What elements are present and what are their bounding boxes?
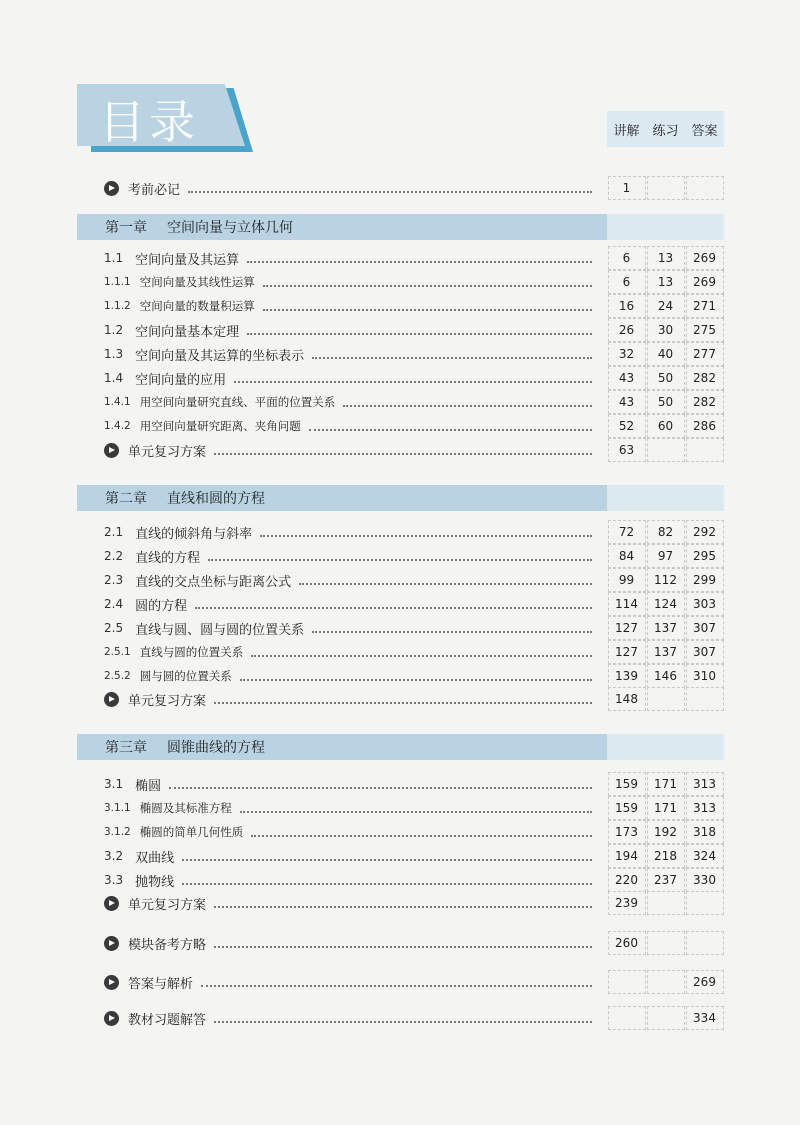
section-title: 抛物线 [135, 874, 175, 890]
page-lecture: 32 [608, 342, 646, 366]
page-practice: 137 [647, 616, 685, 640]
section-title: 直线与圆、圆与圆的位置关系 [135, 622, 305, 638]
leader-dots [260, 534, 592, 537]
page-number-cells [607, 616, 724, 640]
chapter-header-tail [607, 734, 724, 760]
toc-entry-subsection[interactable] [104, 414, 724, 438]
page-lecture: 220 [608, 868, 646, 892]
chapter-number: 第一章 [105, 220, 147, 236]
page-practice [647, 176, 685, 200]
page-number-cells [607, 246, 724, 270]
page-practice [647, 931, 685, 955]
toc-entry-bullet[interactable] [104, 931, 724, 955]
page-practice [647, 970, 685, 994]
toc-entry-section[interactable] [104, 520, 724, 544]
section-number: 2.2 [104, 549, 124, 563]
toc-entry-subsection[interactable] [104, 270, 724, 294]
leader-dots [188, 190, 592, 193]
leader-dots [240, 678, 592, 681]
toc-entry-subsection[interactable] [104, 640, 724, 664]
page-practice: 13 [647, 270, 685, 294]
page-practice: 171 [647, 796, 685, 820]
section-title: 单元复习方案 [128, 693, 207, 709]
column-header-lecture: 讲解 [613, 123, 640, 139]
toc-entry-label [104, 844, 600, 868]
page-number-cells [607, 687, 724, 711]
page-answer: 318 [686, 820, 724, 844]
page-lecture [608, 1006, 646, 1030]
page-answer: 299 [686, 568, 724, 592]
toc-entry-bullet[interactable] [104, 891, 724, 915]
page-answer: 292 [686, 520, 724, 544]
page-answer: 269 [686, 246, 724, 270]
page-lecture: 63 [608, 438, 646, 462]
page-practice: 218 [647, 844, 685, 868]
toc-entry-label [104, 318, 600, 342]
section-number: 3.1 [104, 777, 124, 791]
play-arrow-icon [104, 1011, 119, 1026]
chapter-title: 空间向量与立体几何 [167, 220, 293, 236]
page-lecture: 99 [608, 568, 646, 592]
page-lecture: 148 [608, 687, 646, 711]
toc-entry-label [104, 568, 600, 592]
toc-entry-bullet[interactable] [104, 176, 724, 200]
page-number-cells [607, 438, 724, 462]
play-arrow-icon [104, 181, 119, 196]
toc-entry-section[interactable] [104, 342, 724, 366]
page-answer [686, 891, 724, 915]
title-banner [77, 84, 257, 152]
toc-entry-label [104, 1006, 600, 1030]
page-practice [647, 1006, 685, 1030]
page-lecture: 194 [608, 844, 646, 868]
leader-dots [214, 701, 592, 704]
page-practice: 237 [647, 868, 685, 892]
toc-entry-label [104, 616, 600, 640]
leader-dots [182, 858, 592, 861]
page-lecture: 139 [608, 664, 646, 688]
leader-dots [182, 882, 592, 885]
section-title: 双曲线 [135, 850, 175, 866]
leader-dots [214, 945, 592, 948]
play-arrow-icon [104, 692, 119, 707]
page-answer: 275 [686, 318, 724, 342]
toc-entry-label [104, 366, 600, 390]
toc-entry-subsection[interactable] [104, 796, 724, 820]
leader-dots [343, 404, 592, 407]
page-practice: 50 [647, 390, 685, 414]
page-number-cells [607, 294, 724, 318]
toc-entry-label [104, 796, 600, 820]
section-number: 3.1.1 [104, 802, 131, 814]
section-title: 圆与圆的位置关系 [139, 669, 232, 683]
page-number-cells [607, 820, 724, 844]
toc-entry-subsection[interactable] [104, 664, 724, 688]
leader-dots [195, 606, 592, 609]
leader-dots [214, 1020, 592, 1023]
section-number: 2.5.1 [104, 646, 131, 658]
page-number-cells [607, 796, 724, 820]
toc-entry-label [104, 342, 600, 366]
chapter-header [77, 214, 724, 240]
section-title: 直线的倾斜角与斜率 [135, 526, 253, 542]
section-title: 答案与解析 [128, 976, 194, 992]
leader-dots [251, 654, 592, 657]
toc-entry-label [104, 868, 600, 892]
page-answer: 269 [686, 970, 724, 994]
page-practice: 192 [647, 820, 685, 844]
page-practice: 30 [647, 318, 685, 342]
toc-entry-label [104, 664, 600, 688]
toc-entry-label [104, 176, 600, 200]
toc-entry-label [104, 931, 600, 955]
section-title: 空间向量基本定理 [135, 324, 240, 340]
page-number-cells [607, 844, 724, 868]
page-answer [686, 687, 724, 711]
page-answer: 310 [686, 664, 724, 688]
play-arrow-icon [104, 443, 119, 458]
page-answer: 303 [686, 592, 724, 616]
toc-entry-label [104, 820, 600, 844]
page-answer: 277 [686, 342, 724, 366]
page-answer: 295 [686, 544, 724, 568]
page-lecture: 239 [608, 891, 646, 915]
section-title: 直线与圆的位置关系 [139, 645, 244, 659]
page-lecture: 43 [608, 390, 646, 414]
leader-dots [234, 380, 592, 383]
toc-entry-label [104, 520, 600, 544]
page-practice: 13 [647, 246, 685, 270]
section-number: 2.4 [104, 597, 124, 611]
page-number-cells [607, 414, 724, 438]
page-answer: 286 [686, 414, 724, 438]
toc-entry-label [104, 270, 600, 294]
chapter-header-tail [607, 214, 724, 240]
section-number: 1.1 [104, 251, 124, 265]
page-practice: 137 [647, 640, 685, 664]
toc-entry-subsection[interactable] [104, 390, 724, 414]
chapter-label [77, 737, 265, 757]
toc-entry-section[interactable] [104, 868, 724, 892]
leader-dots [247, 332, 592, 335]
page-number-cells [607, 868, 724, 892]
section-title: 直线的方程 [135, 550, 201, 566]
page-number-cells [607, 270, 724, 294]
section-number: 2.1 [104, 525, 124, 539]
section-number: 1.4.1 [104, 396, 131, 408]
page-practice: 60 [647, 414, 685, 438]
page-lecture: 43 [608, 366, 646, 390]
page-number-cells [607, 568, 724, 592]
section-title: 单元复习方案 [128, 444, 207, 460]
page-answer: 307 [686, 616, 724, 640]
page-lecture: 6 [608, 246, 646, 270]
section-number: 1.2 [104, 323, 124, 337]
page-number-cells [607, 664, 724, 688]
section-title: 空间向量及其线性运算 [139, 275, 255, 289]
toc-entry-label [104, 544, 600, 568]
section-number: 1.1.2 [104, 300, 131, 312]
toc-entry-label [104, 438, 600, 462]
page-answer: 307 [686, 640, 724, 664]
page-lecture: 72 [608, 520, 646, 544]
page-number-cells [607, 592, 724, 616]
toc-entry-section[interactable] [104, 844, 724, 868]
chapter-number: 第三章 [105, 740, 147, 756]
page-number-cells [607, 931, 724, 955]
page-number-cells [607, 544, 724, 568]
leader-dots [208, 558, 592, 561]
toc-entry-label [104, 640, 600, 664]
play-arrow-icon [104, 936, 119, 951]
play-arrow-icon [104, 975, 119, 990]
section-title: 空间向量的数量积运算 [139, 299, 255, 313]
leader-dots [247, 260, 592, 263]
toc-entry-section[interactable] [104, 544, 724, 568]
chapter-number: 第二章 [105, 491, 147, 507]
section-number: 1.4 [104, 371, 124, 385]
toc-entry-bullet[interactable] [104, 438, 724, 462]
chapter-title: 直线和圆的方程 [167, 491, 265, 507]
section-title: 椭圆的简单几何性质 [139, 825, 244, 839]
page-practice: 112 [647, 568, 685, 592]
leader-dots [240, 810, 592, 813]
column-header-answer: 答案 [691, 123, 718, 139]
page-practice: 24 [647, 294, 685, 318]
chapter-title: 圆锥曲线的方程 [167, 740, 265, 756]
chapter-header-tail [607, 485, 724, 511]
page-answer: 313 [686, 796, 724, 820]
chapter-header [77, 734, 724, 760]
page-answer: 330 [686, 868, 724, 892]
page-lecture: 84 [608, 544, 646, 568]
toc-entry-bullet[interactable] [104, 687, 724, 711]
page-practice [647, 891, 685, 915]
section-number: 1.4.2 [104, 420, 131, 432]
section-number: 2.5.2 [104, 670, 131, 682]
chapter-header [77, 485, 724, 511]
section-number: 3.1.2 [104, 826, 131, 838]
page-practice: 171 [647, 772, 685, 796]
page-answer: 282 [686, 366, 724, 390]
page-lecture: 52 [608, 414, 646, 438]
toc-entry-label [104, 246, 600, 270]
page-lecture: 159 [608, 772, 646, 796]
page-answer: 313 [686, 772, 724, 796]
toc-entry-label [104, 891, 600, 915]
page-number-cells [607, 891, 724, 915]
leader-dots [214, 905, 592, 908]
section-title: 空间向量的应用 [135, 372, 227, 388]
toc-entry-section[interactable] [104, 246, 724, 270]
section-number: 3.3 [104, 873, 124, 887]
page-lecture: 6 [608, 270, 646, 294]
page-number-cells [607, 772, 724, 796]
section-title: 用空间向量研究距离、夹角问题 [139, 419, 301, 433]
leader-dots [201, 984, 592, 987]
page-lecture: 1 [608, 176, 646, 200]
page-number-cells [607, 1006, 724, 1030]
section-number: 1.1.1 [104, 276, 131, 288]
page-practice: 40 [647, 342, 685, 366]
section-title: 模块备考方略 [128, 937, 207, 953]
page-number-cells [607, 342, 724, 366]
page-lecture: 173 [608, 820, 646, 844]
toc-entry-label [104, 294, 600, 318]
toc-entry-bullet[interactable] [104, 1006, 724, 1030]
section-title: 空间向量及其运算的坐标表示 [135, 348, 305, 364]
page-practice [647, 687, 685, 711]
toc-entry-section[interactable] [104, 772, 724, 796]
section-number: 2.5 [104, 621, 124, 635]
column-header [607, 111, 724, 147]
toc-entry-label [104, 592, 600, 616]
section-title: 空间向量及其运算 [135, 252, 240, 268]
toc-entry-section[interactable] [104, 318, 724, 342]
page-lecture: 127 [608, 640, 646, 664]
page-number-cells [607, 520, 724, 544]
chapter-label [77, 217, 293, 237]
section-title: 椭圆及其标准方程 [139, 801, 232, 815]
page-title: 目录 [99, 95, 199, 149]
page-practice: 124 [647, 592, 685, 616]
page-lecture: 16 [608, 294, 646, 318]
toc-entry-label [104, 687, 600, 711]
toc-entry-section[interactable] [104, 568, 724, 592]
section-title: 直线的交点坐标与距离公式 [135, 574, 292, 590]
page-lecture: 260 [608, 931, 646, 955]
toc-entry-label [104, 772, 600, 796]
page-answer: 271 [686, 294, 724, 318]
page-lecture: 114 [608, 592, 646, 616]
toc-entry-section[interactable] [104, 366, 724, 390]
toc-entry-section[interactable] [104, 616, 724, 640]
toc-entry-section[interactable] [104, 592, 724, 616]
leader-dots [263, 284, 592, 287]
section-number: 1.3 [104, 347, 124, 361]
page-practice: 146 [647, 664, 685, 688]
section-title: 用空间向量研究直线、平面的位置关系 [139, 395, 336, 409]
leader-dots [309, 428, 592, 431]
page-number-cells [607, 390, 724, 414]
toc-entry-subsection[interactable] [104, 294, 724, 318]
page-lecture: 26 [608, 318, 646, 342]
page-answer [686, 931, 724, 955]
page-answer [686, 438, 724, 462]
chapter-label [77, 488, 265, 508]
toc-entry-label [104, 970, 600, 994]
section-title: 考前必记 [128, 182, 181, 198]
leader-dots [312, 630, 592, 633]
section-number: 3.2 [104, 849, 124, 863]
toc-entry-bullet[interactable] [104, 970, 724, 994]
page-number-cells [607, 640, 724, 664]
toc-entry-subsection[interactable] [104, 820, 724, 844]
page-lecture [608, 970, 646, 994]
section-title: 教材习题解答 [128, 1012, 207, 1028]
page-practice: 82 [647, 520, 685, 544]
page-number-cells [607, 366, 724, 390]
leader-dots [299, 582, 592, 585]
toc-entry-label [104, 390, 600, 414]
page-answer: 269 [686, 270, 724, 294]
page-answer: 282 [686, 390, 724, 414]
toc-entry-label [104, 414, 600, 438]
page-answer: 324 [686, 844, 724, 868]
section-title: 圆的方程 [135, 598, 188, 614]
column-header-practice: 练习 [652, 123, 679, 139]
page-lecture: 127 [608, 616, 646, 640]
section-title: 单元复习方案 [128, 897, 207, 913]
play-arrow-icon [104, 896, 119, 911]
page-number-cells [607, 970, 724, 994]
leader-dots [214, 452, 592, 455]
page-practice [647, 438, 685, 462]
leader-dots [263, 308, 592, 311]
page-answer [686, 176, 724, 200]
section-title: 椭圆 [135, 778, 162, 794]
leader-dots [169, 786, 592, 789]
page-practice: 97 [647, 544, 685, 568]
page-answer: 334 [686, 1006, 724, 1030]
page-number-cells [607, 318, 724, 342]
leader-dots [312, 356, 592, 359]
page-lecture: 159 [608, 796, 646, 820]
leader-dots [251, 834, 592, 837]
section-number: 2.3 [104, 573, 124, 587]
page-number-cells [607, 176, 724, 200]
page-practice: 50 [647, 366, 685, 390]
